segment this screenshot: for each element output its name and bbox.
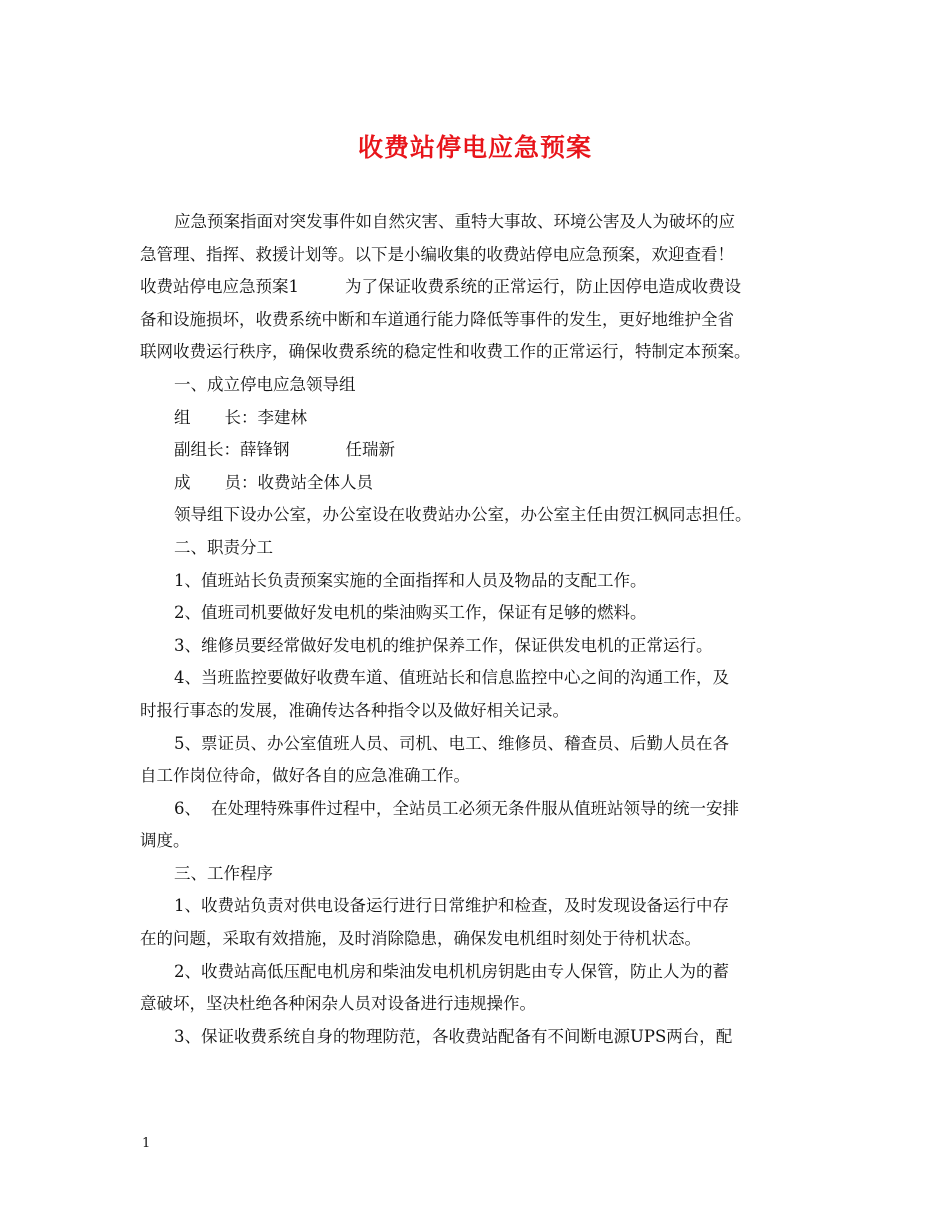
list-item	[140, 793, 825, 826]
page-number: 1	[142, 1136, 151, 1151]
role-label: 组	[174, 407, 191, 427]
paragraph-line: 领导组下设办公室，办公室设在收费站办公室，办公室主任由贺江枫同志担任。	[174, 505, 752, 525]
role-value: 任瑞新	[345, 440, 395, 460]
paragraph-line	[140, 434, 825, 467]
list-item: 2、收费站高低压配电机房和柴油发电机机房钥匙由专人保管，防止人为的蓄	[174, 961, 729, 981]
paragraph-line: 时报行事态的发展，准确传达各种指令以及做好相关记录。	[140, 700, 569, 720]
role-value: 长：李建林	[224, 407, 307, 427]
paragraph-line	[140, 402, 825, 435]
paragraph-line	[140, 271, 825, 304]
paragraph-line: 备和设施损坏，收费系统中断和车道通行能力降低等事件的发生，更好地维护全省	[140, 309, 734, 329]
role-value: 员：收费站全体人员	[224, 472, 373, 492]
paragraph-line: 联网收费运行秩序，确保收费系统的稳定性和收费工作的正常运行，特制定本预案。	[140, 342, 751, 362]
document-title: 收费站停电应急预案	[357, 133, 592, 162]
paragraph-text: 在处理特殊事件过程中，全站员工必须无条件服从值班站领导的统一安排	[211, 798, 739, 818]
paragraph-line: 自工作岗位待命，做好各自的应急准确工作。	[140, 766, 470, 786]
paragraph-line	[140, 467, 825, 500]
list-item: 2、值班司机要做好发电机的柴油购买工作，保证有足够的燃料。	[174, 603, 647, 623]
section-heading: 一、成立停电应急领导组	[174, 374, 356, 394]
list-item: 5、票证员、办公室值班人员、司机、电工、维修员、稽查员、后勤人员在各	[174, 733, 729, 753]
document-body	[140, 206, 825, 1053]
list-item: 3、保证收费系统自身的物理防范，各收费站配备有不间断电源UPS两台，配	[174, 1026, 733, 1046]
paragraph-line: 急管理、指挥、救援计划等。以下是小编收集的收费站停电应急预案，欢迎查看！	[140, 244, 734, 264]
section-heading: 收费站停电应急预案1	[140, 277, 299, 297]
paragraph-line: 意破坏，坚决杜绝各种闲杂人员对设备进行违规操作。	[140, 994, 536, 1014]
paragraph-line: 在的问题，采取有效措施，及时消除隐患，确保发电机组时刻处于待机状态。	[140, 929, 701, 949]
role-label: 成	[174, 472, 191, 492]
paragraph-line: 应急预案指面对突发事件如自然灾害、重特大事故、环境公害及人为破坏的应	[174, 212, 735, 231]
list-item: 4、当班监控要做好收费车道、值班站长和信息监控中心之间的沟通工作，及	[174, 668, 729, 688]
list-item: 1、收费站负责对供电设备运行进行日常维护和检查，及时发现设备运行中存	[174, 896, 729, 916]
role-value: 副组长：薛锋钢	[174, 440, 290, 460]
paragraph-text: 为了保证收费系统的正常运行，防止因停电造成收费设	[345, 277, 741, 297]
section-heading: 三、工作程序	[174, 863, 273, 883]
paragraph-line: 调度。	[140, 831, 190, 851]
list-number: 6、	[174, 798, 201, 818]
list-item: 1、值班站长负责预案实施的全面指挥和人员及物品的支配工作。	[174, 570, 647, 590]
list-item: 3、维修员要经常做好发电机的维护保养工作，保证供发电机的正常运行。	[174, 635, 713, 655]
section-heading: 二、职责分工	[174, 537, 273, 557]
